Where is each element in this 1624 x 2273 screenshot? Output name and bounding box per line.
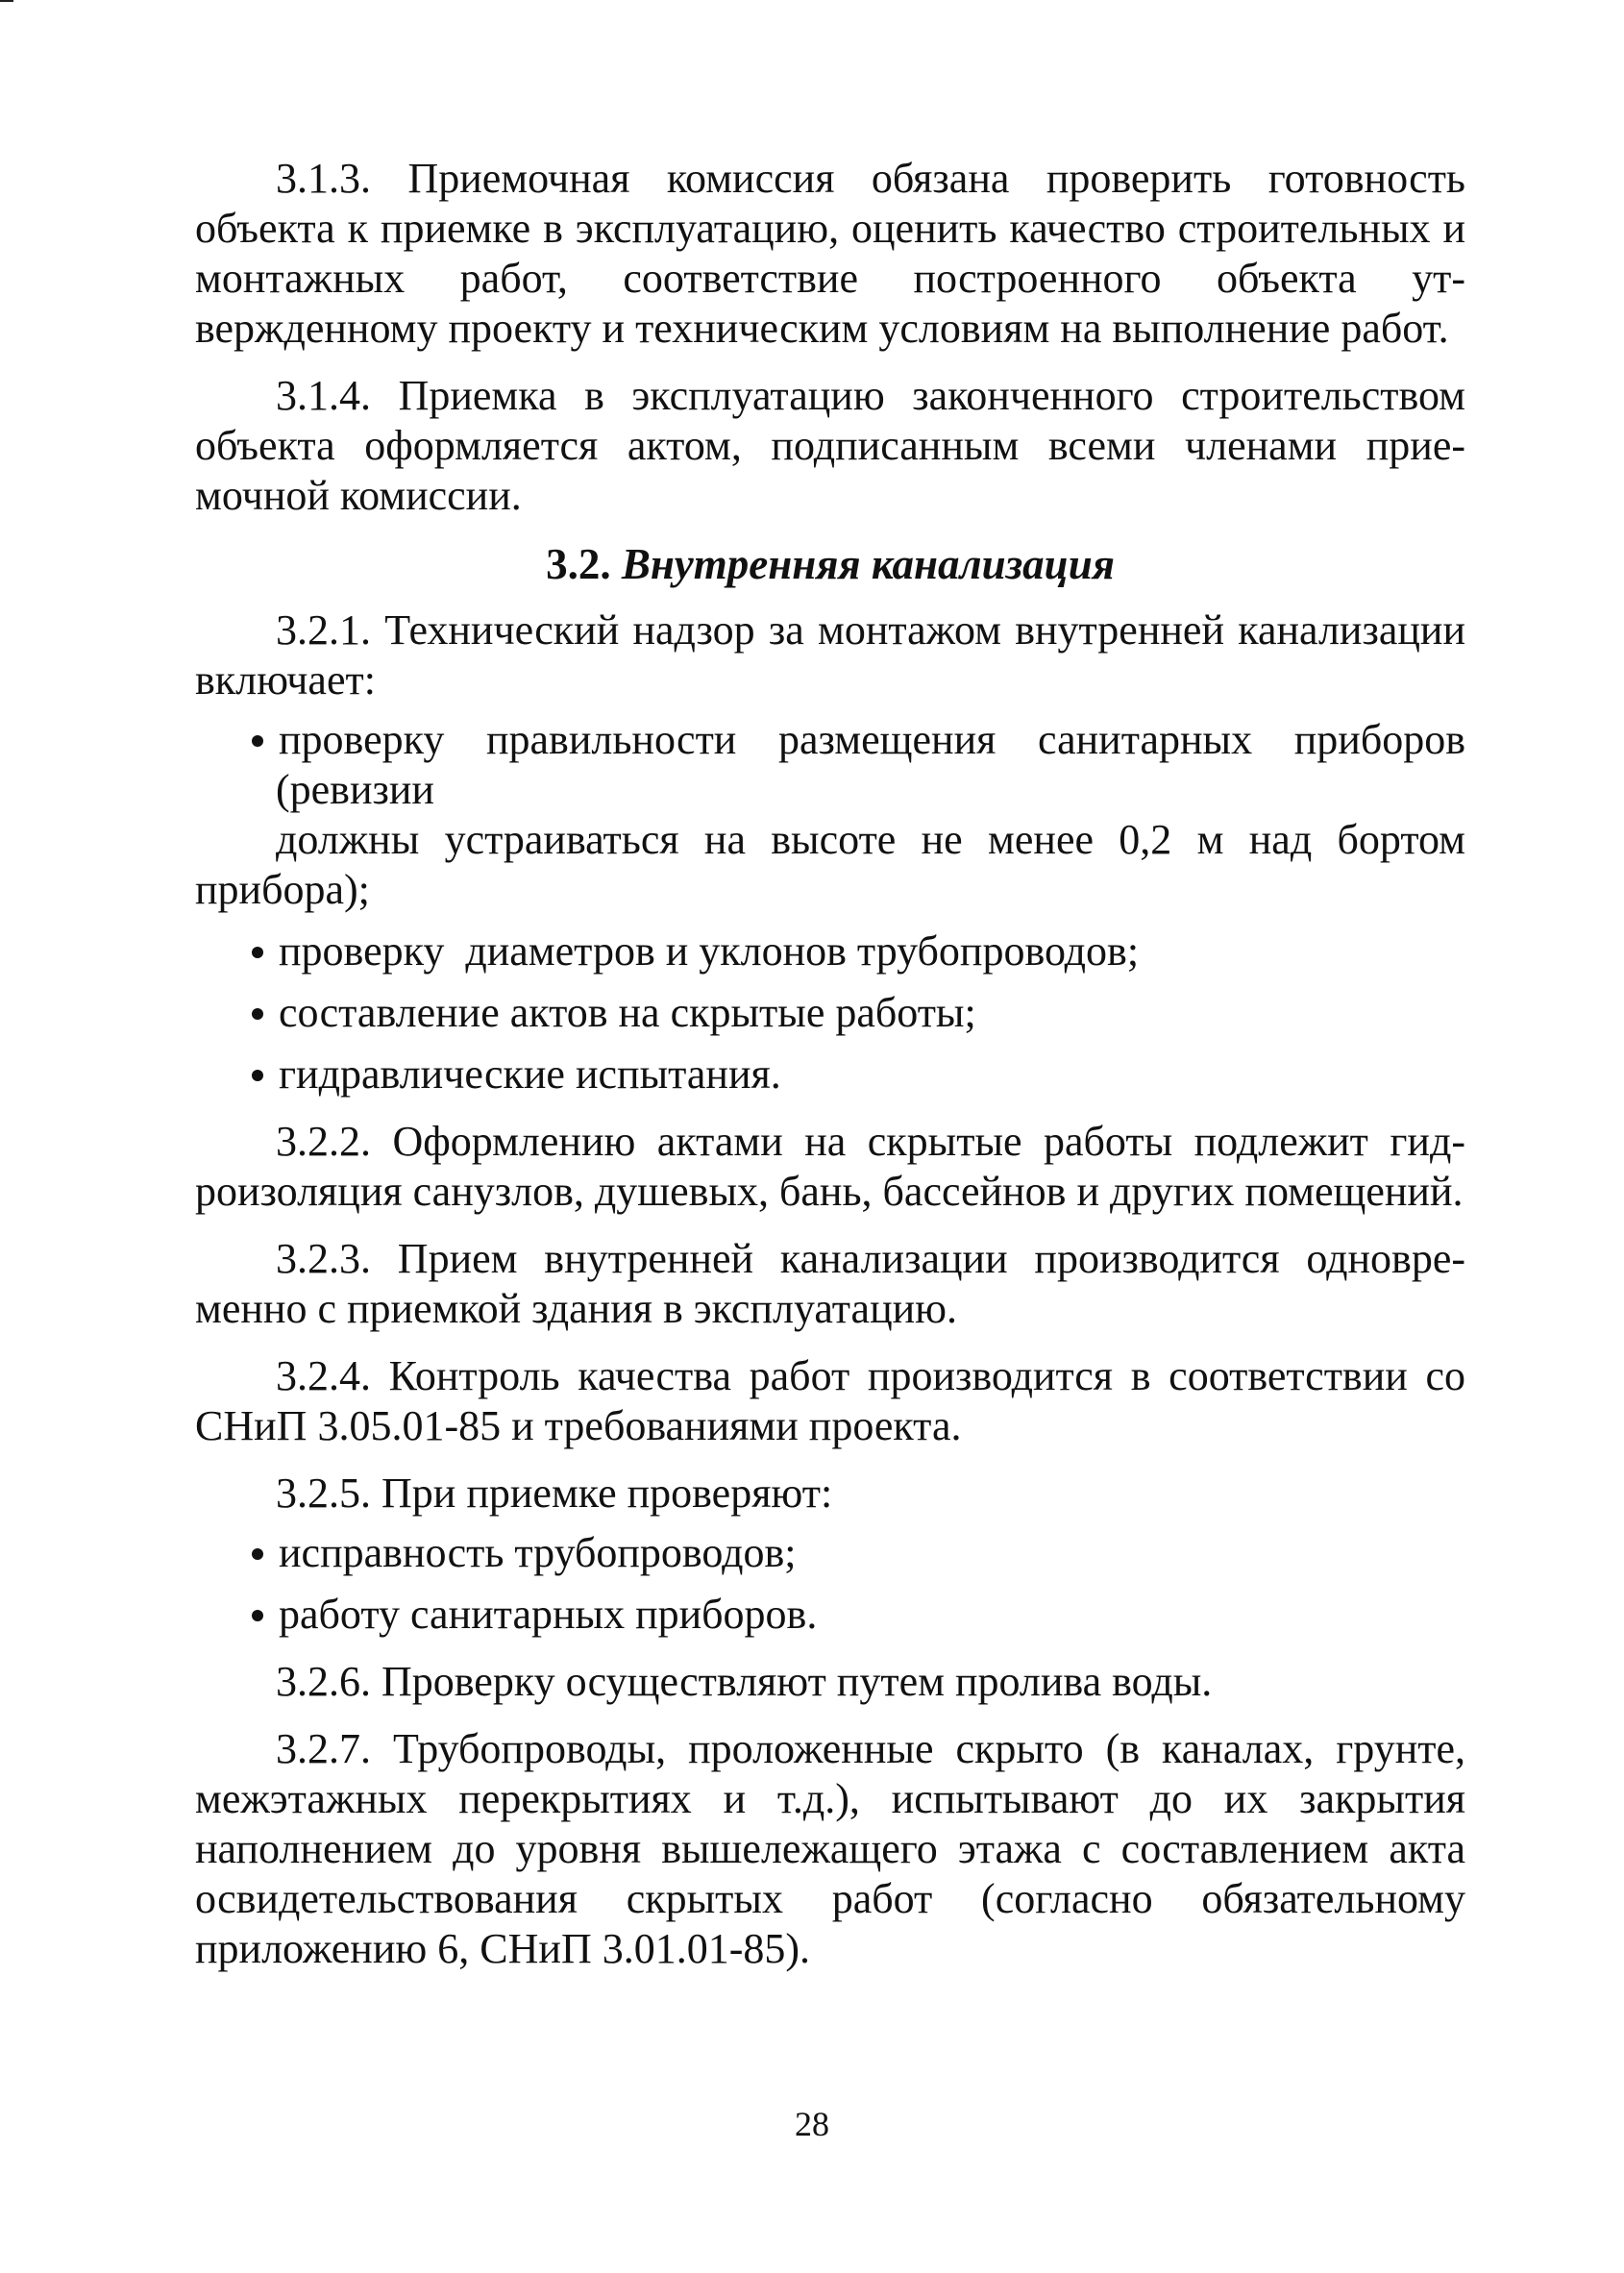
paragraph-3-2-4: 3.2.4. Контроль качества работ производится в соответствии со СНиП 3.05.01-85 и требованиями проекта.: [195, 1352, 1465, 1449]
paragraph-3-2-2: 3.2.2. Оформлению актами на скрытые работы подлежит гидроизоляция санузлов, душевых, бань, бассейнов и других помещений.: [195, 1118, 1465, 1215]
bullet-icon: [252, 1008, 263, 1020]
page-body: [195, 154, 1465, 1991]
list-item: [195, 715, 1465, 915]
paragraph-3-2-3: 3.2.3. Прием внутренней канализации производится одновременно с приемкой здания в эксплуатацию.: [195, 1235, 1465, 1332]
list-item-text: работу санитарных приборов.: [279, 1591, 818, 1638]
acceptance-check-list: [195, 1528, 1465, 1640]
paragraph-3-2-6: 3.2.6. Проверку осуществляют путем пролива воды.: [276, 1658, 1213, 1705]
list-item-text: составление актов на скрытые работы;: [279, 989, 976, 1036]
list-item-continuation: должны устраиваться на высоте не менее 0,2 м над бортом прибора);: [195, 816, 1465, 913]
paragraph-3-2-1: 3.2.1. Технический надзор за монтажом внутренней канализации включает:: [195, 606, 1465, 704]
list-item: [195, 988, 1465, 1038]
paragraph-3-1-3: 3.1.3. Приемочная комиссия обязана проверить готовность объекта к приемке в эксплуатацию, оценить качество строительных и монтажных работ, соответствие построенного объекта утвержденному проекту и техническим условиям на выполнение работ.: [195, 155, 1465, 352]
list-item-text: гидравлические испытания.: [279, 1050, 781, 1098]
list-item-text: проверку диаметров и уклонов трубопроводов;: [279, 927, 1140, 975]
list-item-text: проверку правильности размещения санитарных приборов (ревизии: [276, 716, 1465, 813]
scan-edge-mark: [0, 0, 13, 2]
paragraph-3-2-5: 3.2.5. При приемке проверяют:: [276, 1470, 833, 1517]
bullet-icon: [252, 947, 263, 958]
bullet-icon: [252, 1548, 263, 1560]
list-item: [195, 926, 1465, 976]
section-title: Внутренняя канализация: [621, 540, 1115, 588]
paragraph-3-2-7: 3.2.7. Трубопроводы, проложенные скрыто (в каналах, грунте, межэтажных перекрытиях и т.д.), испытывают до их закрытия наполнением до уровня вышележащего этажа с составлением акта освидетельствования скрытых работ (согласно обязательному приложению 6, СНиП 3.01.01-85).: [195, 1725, 1465, 1972]
list-item: [195, 1050, 1465, 1099]
list-item: [195, 1528, 1465, 1578]
page-number: 28: [795, 2105, 829, 2143]
list-item: [195, 1590, 1465, 1640]
section-heading: [195, 538, 1465, 590]
bullet-icon: [252, 1610, 263, 1621]
bullet-icon: [252, 1070, 263, 1081]
section-number: 3.2.: [546, 540, 611, 588]
inspection-list: [195, 715, 1465, 1099]
paragraph-3-1-4: 3.1.4. Приемка в эксплуатацию законченного строительством объекта оформляется актом, подписанным всеми членами приемочной комиссии.: [195, 372, 1465, 519]
bullet-icon: [252, 735, 263, 747]
list-item-text: исправность трубопроводов;: [279, 1529, 797, 1576]
